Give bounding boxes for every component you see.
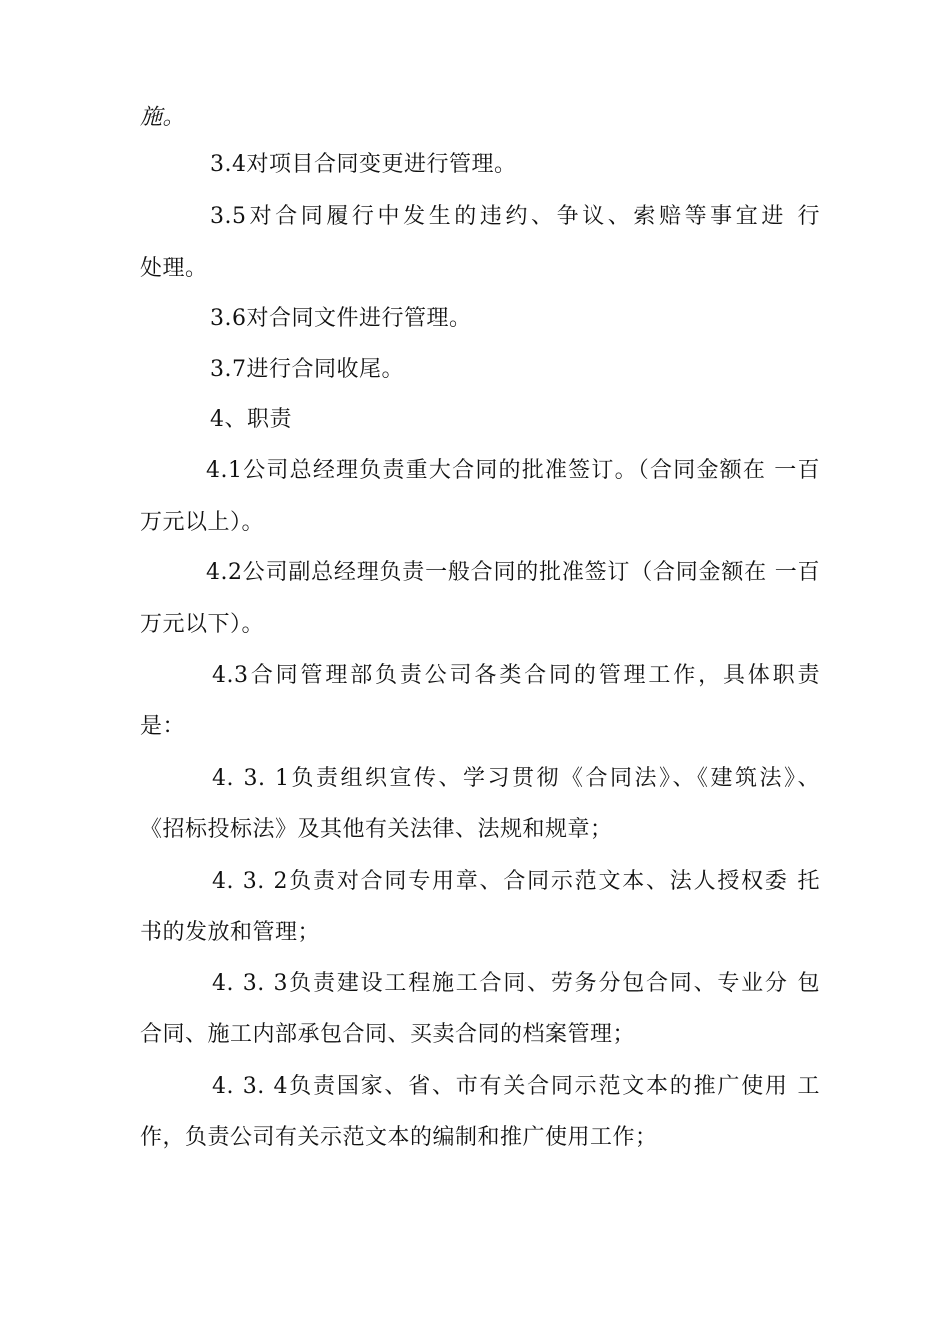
paragraph-line: 万元以上）。: [140, 510, 265, 535]
paragraph-line: 4.1公司总经理负责重大合同的批准签订。（合同金额在 一百: [206, 458, 820, 483]
paragraph-line: 合同、施工内部承包合同、买卖合同的档案管理；: [140, 1022, 636, 1047]
section-heading: 4、职责: [210, 407, 292, 432]
paragraph-line: 是：: [140, 714, 186, 739]
paragraph-line: 3.5对合同履行中发生的违约、争议、索赔等事宜进 行: [210, 204, 820, 229]
paragraph-line: 书的发放和管理；: [140, 920, 321, 945]
paragraph-line: 万元以下）。: [140, 612, 265, 637]
paragraph-line: 施。: [140, 105, 186, 130]
paragraph-line: 3.6对合同文件进行管理。: [210, 306, 472, 331]
paragraph-line: 4.2公司副总经理负责一般合同的批准签订（合同金额在 一百: [206, 560, 820, 585]
paragraph-line: 作，负责公司有关示范文本的编制和推广使用工作；: [140, 1125, 658, 1150]
paragraph-line: 4. 3. 1负责组织宣传、学习贯彻《合同法》、《建筑法》、: [212, 766, 820, 791]
paragraph-line: 4.3合同管理部负责公司各类合同的管理工作，具体职责: [212, 663, 820, 688]
paragraph-line: 处理。: [140, 256, 208, 281]
paragraph-line: 《招标投标法》及其他有关法律、法规和规章；: [140, 817, 613, 842]
paragraph-line: 4. 3. 4负责国家、省、市有关合同示范文本的推广使用 工: [212, 1074, 820, 1099]
paragraph-line: 4. 3. 3负责建设工程施工合同、劳务分包合同、专业分 包: [212, 971, 820, 996]
paragraph-line: 3.7进行合同收尾。: [210, 357, 404, 382]
paragraph-line: 4. 3. 2负责对合同专用章、合同示范文本、法人授权委 托: [212, 869, 820, 894]
paragraph-line: 3.4对项目合同变更进行管理。: [210, 152, 517, 177]
